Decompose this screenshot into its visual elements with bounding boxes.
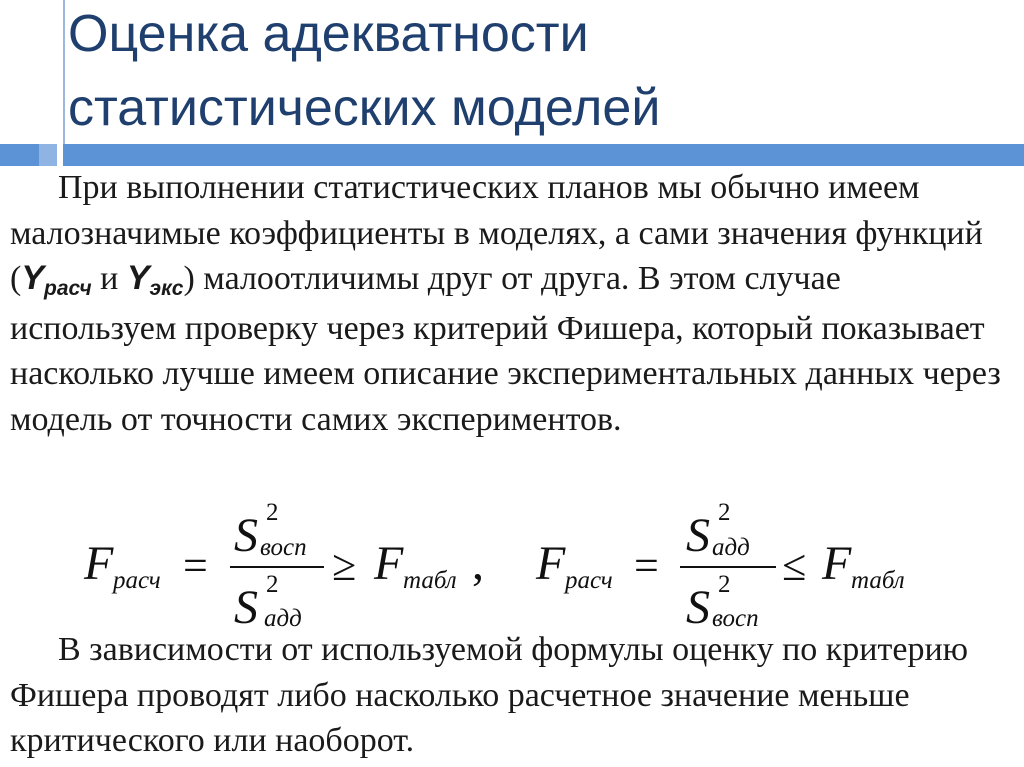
formula1-ge: ≥: [332, 541, 357, 590]
formula1-numerator-S: S: [234, 509, 258, 562]
formula1-F: F: [84, 537, 114, 590]
formula2-F-subscript: расч: [565, 567, 613, 594]
header-divider-line: [63, 0, 65, 166]
formula1-fraction-bar: [230, 566, 324, 568]
formula2-denominator-sup: 2: [718, 571, 731, 598]
paragraph-intro-part2: ) малоотличимы друг от друга. В этом случае используем проверку через критерий Фишера, который показывает насколько лучше имеем описание экспериментальных данных через модель от точности самих экспериментов.: [10, 260, 1001, 438]
y-exp-subscript: экс: [149, 277, 184, 301]
formula2-fraction-bar: [680, 566, 776, 568]
formula2-numerator-sub: адд: [712, 534, 750, 561]
formula2-F: F: [536, 537, 566, 590]
formula2-F-table: F: [822, 537, 852, 590]
paragraph-intro: [10, 165, 1014, 443]
formula1-denominator-sub: адд: [264, 605, 302, 632]
slide-title-line-1: Оценка адекватности: [68, 5, 589, 63]
formula1-equals: =: [183, 541, 208, 590]
slide-title-line-2: статистических моделей: [68, 79, 661, 137]
paragraph-intro-part1: При выполнении статистических планов мы обычно имеем малозначимые коэффициенты в моделях, а сами значения функций (: [10, 169, 983, 298]
y-exp-symbol: Y: [126, 259, 150, 298]
header-accent-square: [39, 144, 57, 166]
paragraph-conclusion: [10, 627, 1014, 764]
header-accent-bar: [63, 144, 1024, 166]
formula2-le: ≤: [782, 541, 807, 590]
formula2-denominator-sub: восп: [712, 605, 759, 632]
formula1-denominator-sup: 2: [266, 571, 279, 598]
formula1-numerator-sub: восп: [260, 534, 307, 561]
paragraph-intro-and: и: [91, 260, 127, 298]
formula1-F-table-subscript: табл: [403, 567, 457, 594]
formula1-numerator-sup: 2: [266, 499, 279, 526]
formula2-F-table-subscript: табл: [851, 567, 905, 594]
formula2-denominator-S: S: [686, 581, 710, 634]
y-calc-symbol: Y: [21, 259, 45, 298]
formula1-F-table: F: [374, 537, 404, 590]
y-calc-subscript: расч: [44, 277, 92, 301]
formula2-numerator-sup: 2: [718, 499, 731, 526]
formula1-comma: ,: [472, 537, 484, 590]
paragraph-conclusion-text: В зависимости от используемой формулы оценку по критерию Фишера проводят либо насколько расчетное значение меньше критического или наоборот.: [10, 631, 969, 760]
formula2-equals: =: [634, 541, 659, 590]
formula2-numerator-S: S: [686, 509, 710, 562]
formula1-denominator-S: S: [234, 581, 258, 634]
formula1-F-subscript: расч: [113, 567, 161, 594]
